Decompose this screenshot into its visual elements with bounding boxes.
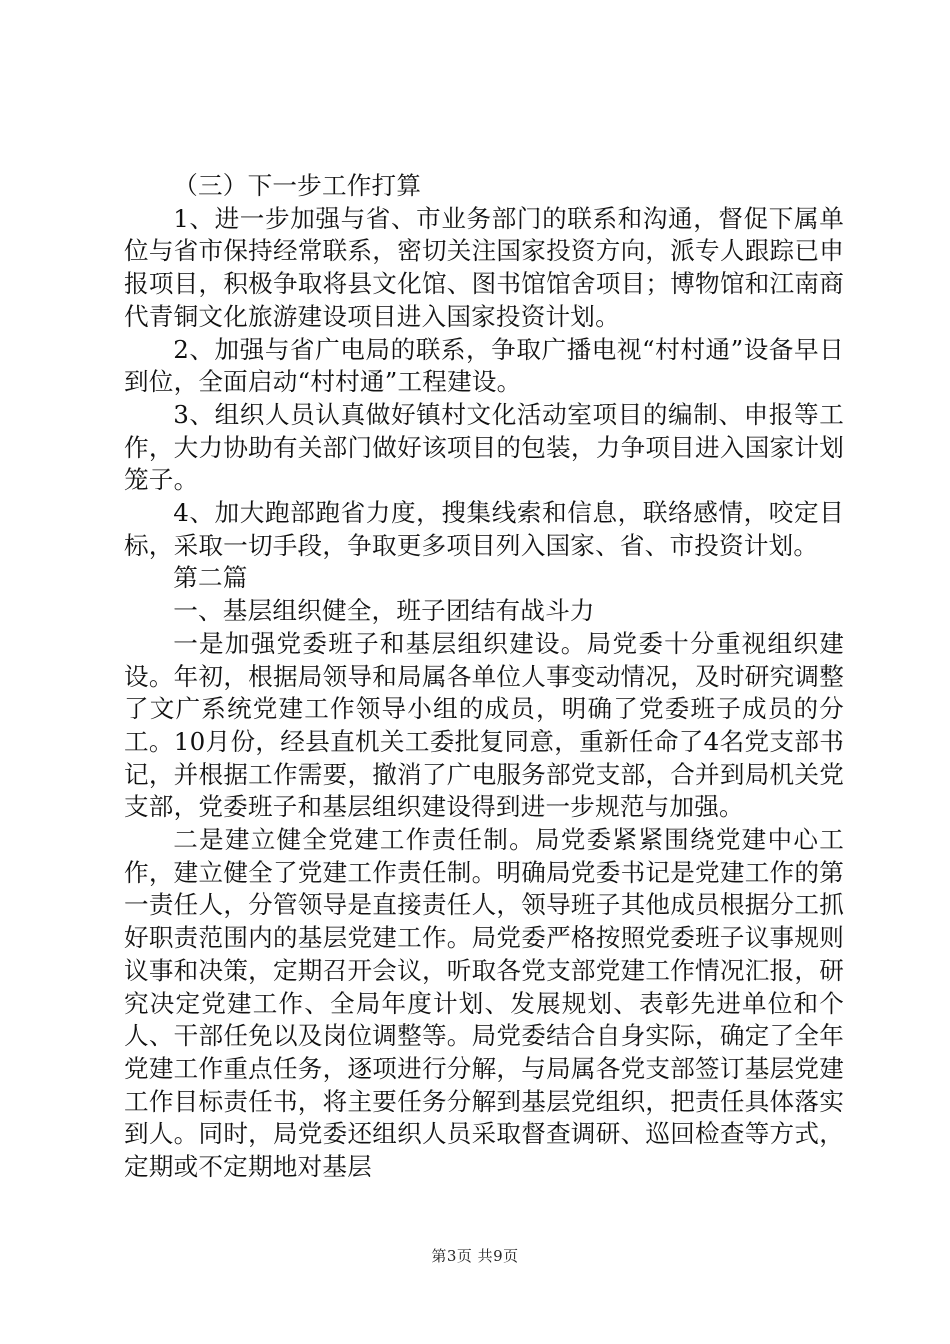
paragraph: 4、加大跑部跑省力度，搜集线索和信息，联络感情，咬定目标，采取一切手段，争取更多项目列入国家、省、市投资计划。 (124, 498, 844, 560)
section-heading: 一、基层组织健全，班子团结有战斗力 (173, 596, 595, 626)
page-number-footer: 第3页 共9页 (431, 1247, 519, 1265)
section-heading: （三）下一步工作打算 (173, 171, 422, 200)
paragraph: 3、组织人员认真做好镇村文化活动室项目的编制、申报等工作，大力协助有关部门做好该项目的包装，力争项目进入国家计划笼子。 (124, 399, 844, 495)
paragraph: 1、进一步加强与省、市业务部门的联系和沟通，督促下属单位与省市保持经常联系，密切关注国家投资方向，派专人跟踪已申报项目，积极争取将县文化馆、图书馆馆舍项目；博物馆和江南商代青铜文化旅游建设项目进入国家投资计划。 (124, 203, 844, 331)
paragraph: 二是建立健全党建工作责任制。局党委紧紧围绕党建中心工作，建立健全了党建工作责任制。明确局党委书记是党建工作的第一责任人，分管领导是直接责任人，领导班子其他成员根据分工抓好职责范围内的基层党建工作。局党委严格按照党委班子议事规则议事和决策，定期召开会议，听取各党支部党建工作情况汇报，研究决定党建工作、全局年度计划、发展规划、表彰先进单位和个人、干部任免以及岗位调整等。局党委结合自身实际，确定了全年党建工作重点任务，逐项进行分解，与局属各党支部签订基层党建工作目标责任书，将主要任务分解到基层党组织，把责任具体落实到人。同时，局党委还组织人员采取督查调研、巡回检查等方式，定期或不定期地对基层 (124, 825, 844, 1182)
paragraph: 2、加强与省广电局的联系，争取广播电视“村村通”设备早日到位，全面启动“村村通”工程建设。 (124, 334, 844, 397)
document-body (124, 170, 844, 1184)
paragraph: 一是加强党委班子和基层组织建设。局党委十分重视组织建设。年初，根据局领导和局属各单位人事变动情况，及时研究调整了文广系统党建工作领导小组的成员，明确了党委班子成员的分工。10月份，经县直机关工委批复同意，重新任命了4名党支部书记，并根据工作需要，撤消了广电服务部党支部，合并到局机关党支部，党委班子和基层组织建设得到进一步规范与加强。 (124, 628, 844, 822)
part-heading: 第二篇 (173, 563, 248, 593)
